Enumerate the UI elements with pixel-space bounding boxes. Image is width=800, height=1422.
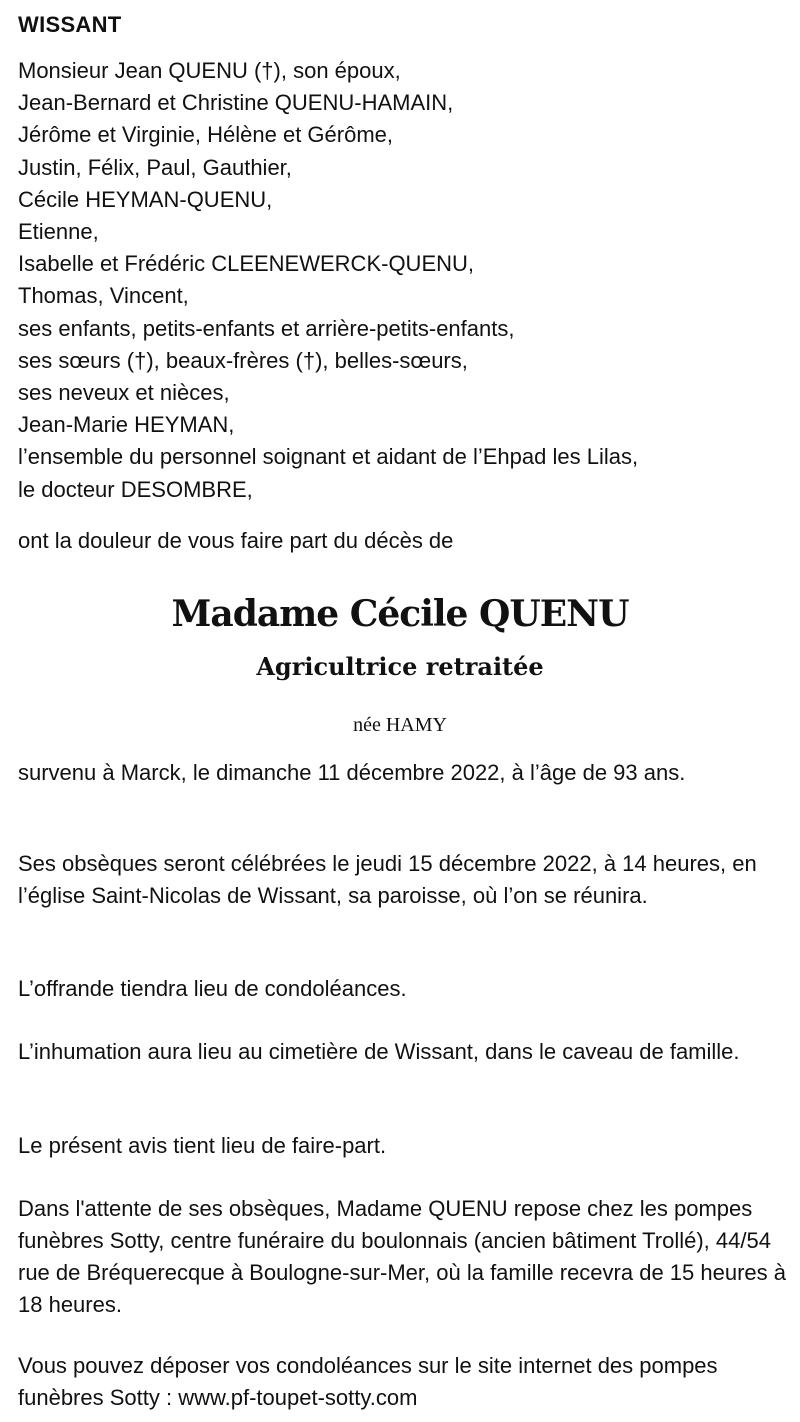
family-line: ses neveux et nièces, bbox=[18, 380, 230, 406]
family-line: Etienne, bbox=[18, 219, 99, 245]
deceased-maiden-name: née HAMY bbox=[353, 714, 447, 736]
town-heading: WISSANT bbox=[18, 12, 122, 37]
family-line: ses enfants, petits-enfants et arrière-petits-enfants, bbox=[18, 315, 515, 341]
funeral-details: Ses obsèques seront célébrées le jeudi 15 décembre 2022, à 14 heures, en l’église Saint-Nicolas de Wissant, sa paroisse, où l’on se réunira. bbox=[18, 851, 757, 908]
family-line: Jean-Bernard et Christine QUENU-HAMAIN, bbox=[18, 90, 454, 116]
condolences-note: Vous pouvez déposer vos condoléances sur le site internet des pompes funèbres Sotty : www.pf-toupet-sotty.com bbox=[18, 1353, 718, 1410]
family-line: Thomas, Vincent, bbox=[18, 283, 189, 309]
family-line: Isabelle et Frédéric CLEENEWERCK-QUENU, bbox=[18, 251, 475, 277]
repose-details: Dans l'attente de ses obsèques, Madame QUENU repose chez les pompes funèbres Sotty, centre funéraire du boulonnais (ancien bâtiment Trollé), 44/54 rue de Bréquerecque à Boulogne-sur-Mer, où la famille recevra de 15 heures à 18 heures. bbox=[18, 1196, 787, 1317]
family-line: Justin, Félix, Paul, Gauthier, bbox=[18, 154, 292, 180]
family-line: ses sœurs (†), beaux-frères (†), belles-sœurs, bbox=[18, 347, 468, 373]
family-line: l’ensemble du personnel soignant et aidant de l’Ehpad les Lilas, bbox=[18, 444, 639, 470]
family-line: Cécile HEYMAN-QUENU, bbox=[18, 186, 273, 212]
deceased-name: Madame Cécile QUENU bbox=[171, 593, 629, 635]
announcement-intro: ont la douleur de vous faire part du décès de bbox=[18, 528, 454, 553]
family-line: Monsieur Jean QUENU (†), son époux, bbox=[18, 58, 401, 83]
death-details: survenu à Marck, le dimanche 11 décembre 2022, à l’âge de 93 ans. bbox=[18, 760, 686, 785]
deceased-occupation: Agricultrice retraitée bbox=[256, 652, 544, 681]
family-line: Jérôme et Virginie, Hélène et Gérôme, bbox=[18, 122, 393, 148]
family-list bbox=[18, 55, 788, 506]
family-line: Jean-Marie HEYMAN, bbox=[18, 412, 235, 438]
notice-note: Le présent avis tient lieu de faire-part. bbox=[18, 1133, 387, 1158]
offering-note: L’offrande tiendra lieu de condoléances. bbox=[18, 976, 407, 1001]
family-line: le docteur DESOMBRE, bbox=[18, 476, 253, 502]
burial-details: L’inhumation aura lieu au cimetière de Wissant, dans le caveau de famille. bbox=[18, 1039, 740, 1064]
